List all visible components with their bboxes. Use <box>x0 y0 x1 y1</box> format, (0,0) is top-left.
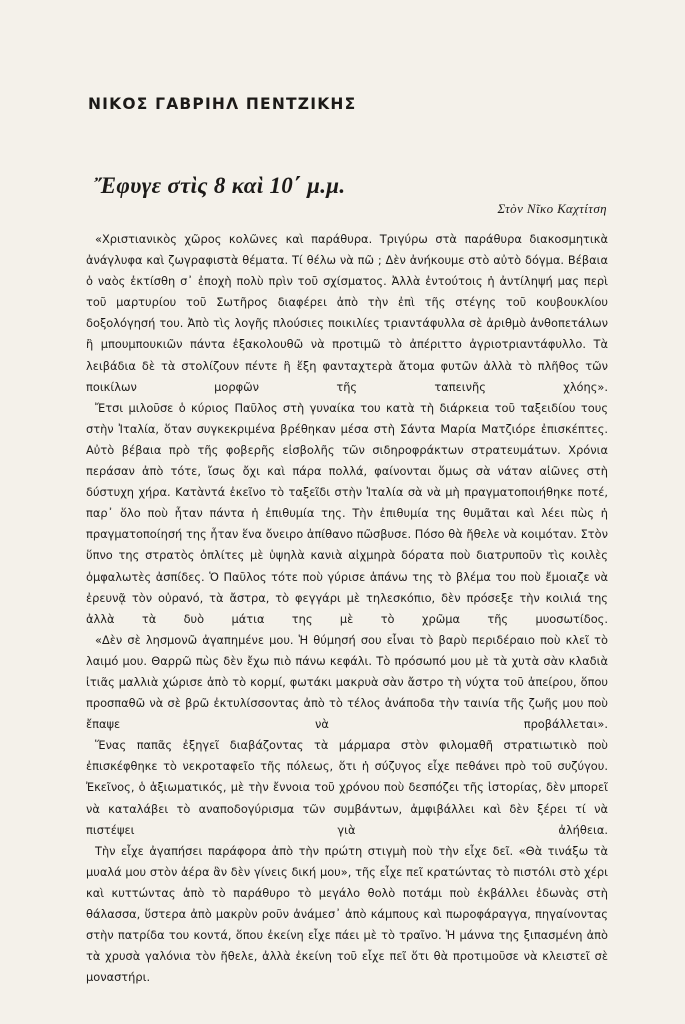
story-title: Ἔφυγε στὶς 8 καὶ 10΄ μ.μ. <box>94 173 346 198</box>
paragraph: «Χριστιανικὸς χῶρος κολῶνες καὶ παράθυρα. Τριγύρω στὰ παράθυρα διακοσμητικὰ ἀνάγλυφα καὶ ζωγραφιστὰ θέματα. Τί θέλω νὰ πῶ ; Δὲν ἀνήκουμε στὸ αὐτὸ δόγμα. Βέβαια ὁ ναὸς ἐκτίσθη σ᾿ ἐποχὴ πολὺ πρὶν τοῦ σχίσματος. Ἀλλὰ ἐντούτοις ἡ ἀντίληψή μας περὶ τοῦ μαρτυρίου τοῦ Σωτῆρος διαφέρει ἀπὸ τὴν ἐπὶ τῆς στέγης τοῦ κουβουκλίου δοξολόγησή του. Ἀπὸ τὶς λογῆς πλούσιες ποικιλίες τριαντάφυλλα σὲ ἀριθμὸ ἀνθοπετάλων ἢ μπουμπουκιῶν πάντα ἐξακολουθῶ νὰ προτιμῶ τὸ ἀπέριττο ἀγριοτριαντάφυλλο. Τὰ λειβάδια δὲ τὰ στολίζουν πέντε ἢ ἕξη φανταχτερὰ ἄτομα φυτῶν ἀλλὰ τὸ πλῆθος τῶν ποικίλων μορφῶν τῆς ταπεινῆς χλόης». <box>86 232 608 394</box>
paragraph: Τὴν εἶχε ἀγαπήσει παράφορα ἀπὸ τὴν πρώτη στιγμὴ ποὺ τὴν εἶχε δεῖ. «Θὰ τινάξω τὰ μυαλά μου στὸν ἀέρα ἂν δὲν γίνεις δική μου», τῆς εἶχε πεῖ κρατώντας τὸ πιστόλι στὸ χέρι καὶ κυττώντας ἀπὸ τὸ παράθυρο τὸ μεγάλο θολὸ ποτάμι ποὺ ἐκβάλλει ἐδωνὰς στὴ θάλασσα, ὕστερα ἀπὸ μακρὺν ροῦν ἀνάμεσ᾿ ἀπὸ κάμπους καὶ πωροφάραγγα, πηγαίνοντας στὴν πατρίδα του κοντά, ὅπου ἐκείνη εἶχε πάει μὲ τὸ τραῖνο. Ἡ μάννα της ξιπασμένη ἀπὸ τὰ χρυσὰ γαλόνια τὸν ἤθελε, ἀλλὰ ἐκείνη τοῦ εἶχε πεῖ ὅτι θὰ προτιμοῦσε νὰ κλειστεῖ σὲ μοναστήρι. <box>86 843 608 985</box>
paragraph: Ἕνας παπᾶς ἐξηγεῖ διαβάζοντας τὰ μάρμαρα στὸν φιλομαθῆ στρατιωτικὸ ποὺ ἐπισκέφθηκε τὸ νεκροταφεῖο τῆς πόλεως, ὅτι ἡ σύζυγος εἶχε πεθάνει πρὸ τοῦ συζύγου. Ἐκεῖνος, ὁ ἀξιωματικός, μὲ τὴν ἔννοια τοῦ χρόνου ποὺ δεσπόζει τῆς ἱστορίας, δὲν μπορεῖ νὰ καταλάβει τὸ αναποδογύρισμα τῶν συμβάντων, ἀμφιβάλλει καὶ δὲν ξέρει τί νὰ πιστέψει γιὰ ἀλήθεια. <box>86 738 608 837</box>
dedication: Στὸν Νῖκο Καχτίτση <box>497 201 607 216</box>
paragraph: Ἔτσι μιλοῦσε ὁ κύριος Παῦλος στὴ γυναίκα του κατὰ τὴ διάρκεια τοῦ ταξειδίου τους στὴν Ἰταλία, ὅταν συγκεκριμένα βρέθηκαν μέσα στὴ Σάντα Μαρία Ματζιόρε ἐπισκέπτες. Αὐτὸ βέβαια πρὸ τῆς φοβερῆς εἰσβολῆς τῶν σιδηροφράκτων στρατευμάτων. Χρόνια περάσαν ἀπὸ τότε, ἴσως ὄχι καὶ πάρα πολλά, φαίνονται ὅμως σὰ νάταν αἰῶνες στὴ δύστυχη χήρα. Κατὰντά ἐκεῖνο τὸ ταξεῖδι στὴν Ἰταλία σὰ νὰ μὴ πραγματοποιήθηκε ποτέ, παρ᾿ ὅλο ποὺ ἦταν πάντα ἡ ἐπιθυμία της. Τὴν ἐπιθυμία της θυμᾶται καὶ λέει πὼς ἡ πραγματοποίησή της ἦταν ἕνα ὄνειρο ἀπίθανο πῶσβυσε. Πόσο θὰ ἤθελε νὰ κοιμόταν. Στὸν ὕπνο της στρατὸς ὁπλίτες μὲ ὑψηλὰ κανιὰ αἰχμηρὰ δόρατα ποὺ διατρυποῦν τὶς κοιλὲς ὀμφαλωτὲς ἀσπίδες. Ὁ Παῦλος τότε ποὺ γύρισε ἀπάνω της τὸ βλέμα του ποὺ ἔμοιαζε νὰ ἐρευνᾷ τὸν οὐρανό, τὰ ἄστρα, τὸ φεγγάρι μὲ τηλεσκόπιο, δὲν πρόσεξε τὴν κοιλιά της ἀλλὰ τὰ δυὸ μάτια της μὲ τὸ χρῶμα τῆς μυοσωτίδος. <box>86 400 608 626</box>
author-name: ΝΙΚΟΣ ΓΑΒΡΙΗΛ ΠΕΝΤΖΙΚΗΣ <box>88 95 357 113</box>
story-body <box>86 229 608 988</box>
paragraph: «Δὲν σὲ λησμονῶ ἀγαπημένε μου. Ἡ θύμησή σου εἶναι τὸ βαρὺ περιδέραιο ποὺ κλεῖ τὸ λαιμό μου. Θαρρῶ πὼς δὲν ἔχω πιὸ πάνω κεφάλι. Τὸ πρόσωπό μου μὲ τὰ χυτὰ σὰν κλαδιὰ ἰτιᾶς μαλλιὰ χώρισε ἀπὸ τὸ κορμί, φωτάκι μακρυὰ σὰν ἄστρο τὴ νύχτα τοῦ ἀπείρου, ὅπου προσπαθῶ νὰ σὲ βρῶ ἐκτυλίσσοντας ἀπὸ τὸ τέλος ἀνάποδα τὴν ταινία τῆς ζωῆς μου ποὺ ἔπαψε νὰ προβάλλεται». <box>86 632 608 732</box>
